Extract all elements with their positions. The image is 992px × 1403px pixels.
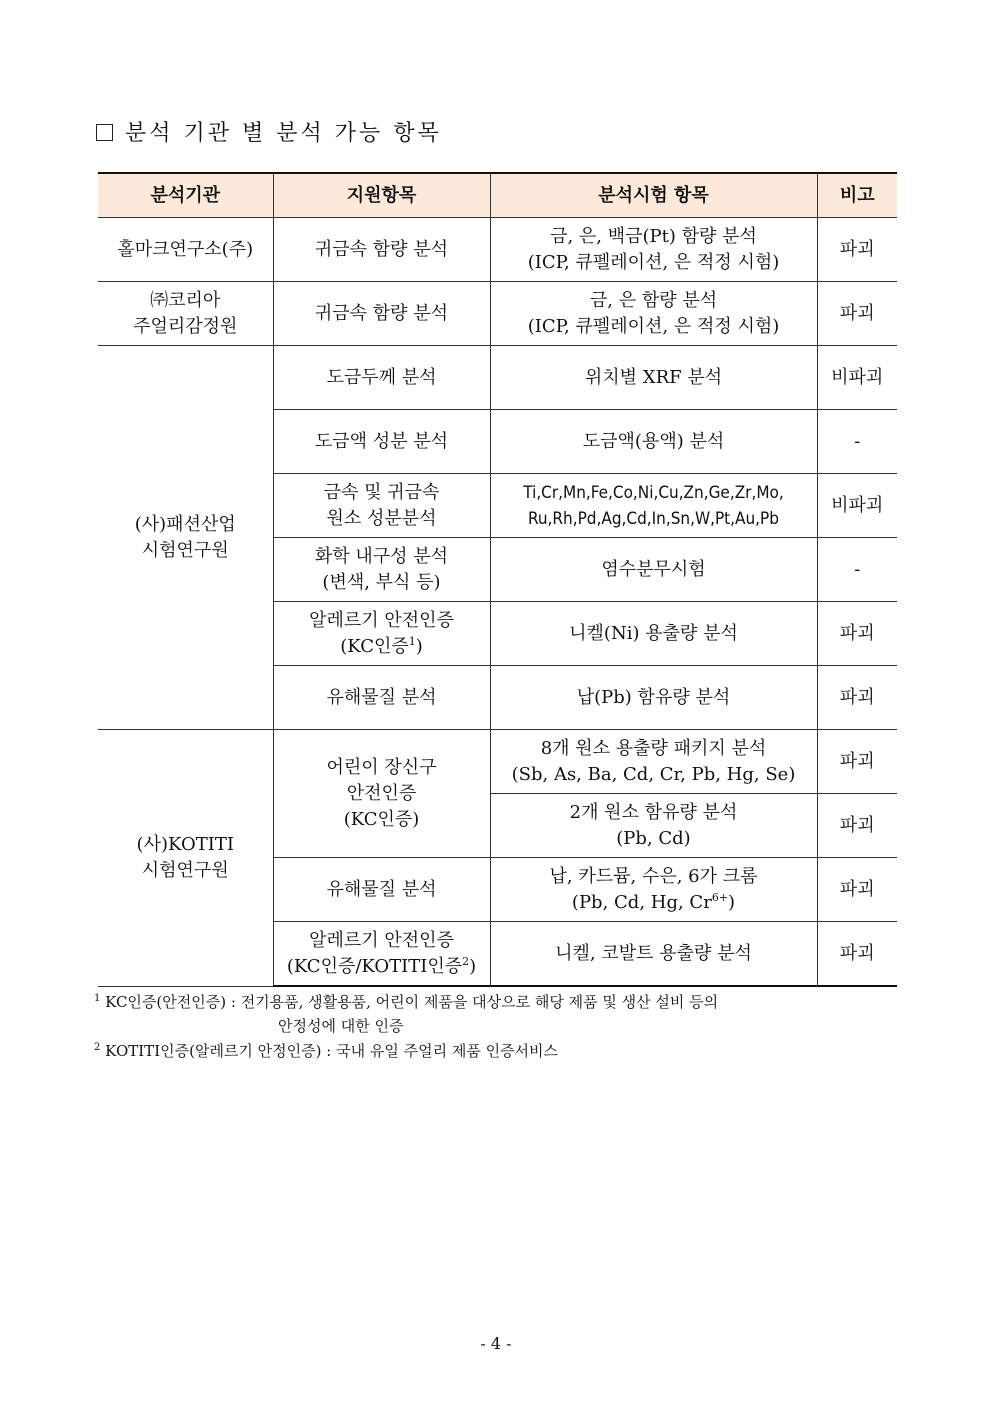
- test-cell: Ti,Cr,Mn,Fe,Co,Ni,Cu,Zn,Ge,Zr,Mo, Ru,Rh,Pd,Ag,Cd,In,Sn,W,Pt,Au,Pb: [490, 474, 817, 538]
- table-header-row: [98, 173, 897, 218]
- header-test-item: 분석시험 항목: [490, 173, 817, 218]
- note-cell: 파괴: [817, 602, 897, 666]
- institution-cell: 홀마크연구소(주): [98, 218, 273, 282]
- institution-cell: ㈜코리아 주얼리감정원: [98, 282, 273, 346]
- section-heading: 분석 기관 별 분석 가능 항목: [96, 116, 442, 147]
- note-cell: 파괴: [817, 794, 897, 858]
- test-cell: 납, 카드뮴, 수은, 6가 크롬 (Pb, Cd, Hg, $Cr^{6+}$): [490, 858, 817, 922]
- item-cell: 알레르기 안전인증 (KC인증/KOTITI인증$^2$): [273, 922, 490, 987]
- analysis-institutions-table: [98, 172, 897, 987]
- test-cell: 니켈(Ni) 용출량 분석: [490, 602, 817, 666]
- item-cell: 도금두께 분석: [273, 346, 490, 410]
- page-number: - 4 -: [480, 1334, 512, 1353]
- item-cell: 알레르기 안전인증 (KC인증$^1$): [273, 602, 490, 666]
- item-cell: 어린이 장신구 안전인증 (KC인증): [273, 730, 490, 858]
- item-cell: 유해물질 분석: [273, 858, 490, 922]
- institution-cell: (사)패션산업 시험연구원: [98, 346, 273, 730]
- item-cell: 도금액 성분 분석: [273, 410, 490, 474]
- test-cell: 2개 원소 함유량 분석 (Pb, Cd): [490, 794, 817, 858]
- header-note: 비고: [817, 173, 897, 218]
- note-cell: 파괴: [817, 282, 897, 346]
- table-row: [98, 282, 897, 346]
- footnote-1: $^1$ KC인증(안전인증) : 전기용품, 생활용품, 어린이 제품을 대상으로 해당 제품 및 생산 설비 등의 안정성에 대한 인증: [94, 993, 719, 1035]
- note-cell: 파괴: [817, 218, 897, 282]
- note-cell: 비파괴: [817, 474, 897, 538]
- item-cell: 유해물질 분석: [273, 666, 490, 730]
- checkbox-square-icon: [96, 124, 113, 141]
- note-cell: 파괴: [817, 730, 897, 794]
- note-cell: 파괴: [817, 858, 897, 922]
- item-cell: 귀금속 함량 분석: [273, 218, 490, 282]
- test-cell: 납(Pb) 함유량 분석: [490, 666, 817, 730]
- test-cell: 염수분무시험: [490, 538, 817, 602]
- footnote-2: $^2$ KOTITI인증(알레르기 안정인증) : 국내 유일 주얼리 제품 인증서비스: [94, 1042, 559, 1060]
- item-cell: 귀금속 함량 분석: [273, 282, 490, 346]
- institution-cell: (사)KOTITI 시험연구원: [98, 730, 273, 987]
- header-support-item: 지원항목: [273, 173, 490, 218]
- test-cell: 8개 원소 용출량 패키지 분석 (Sb, As, Ba, Cd, Cr, Pb, Hg, Se): [490, 730, 817, 794]
- note-cell: 파괴: [817, 922, 897, 987]
- note-cell: 파괴: [817, 666, 897, 730]
- item-cell: 금속 및 귀금속 원소 성분분석: [273, 474, 490, 538]
- test-cell: 니켈, 코발트 용출량 분석: [490, 922, 817, 987]
- test-cell: 위치별 XRF 분석: [490, 346, 817, 410]
- note-cell: -: [817, 538, 897, 602]
- item-cell: 화학 내구성 분석 (변색, 부식 등): [273, 538, 490, 602]
- table-row: [98, 730, 897, 794]
- table-row: [98, 218, 897, 282]
- test-cell: 금, 은 함량 분석 (ICP, 큐펠레이션, 은 적정 시험): [490, 282, 817, 346]
- header-institution: 분석기관: [98, 173, 273, 218]
- note-cell: 비파괴: [817, 346, 897, 410]
- table-row: [98, 346, 897, 410]
- test-cell: 도금액(용액) 분석: [490, 410, 817, 474]
- test-cell: 금, 은, 백금(Pt) 함량 분석 (ICP, 큐펠레이션, 은 적정 시험): [490, 218, 817, 282]
- note-cell: -: [817, 410, 897, 474]
